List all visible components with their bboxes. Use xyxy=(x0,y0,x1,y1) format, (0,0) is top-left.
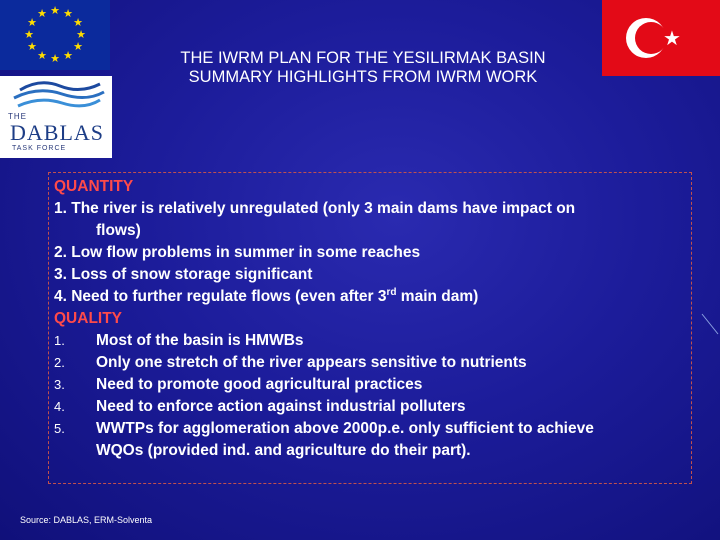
quantity-item-1 xyxy=(54,198,690,242)
svg-text:★: ★ xyxy=(76,29,86,41)
quality-item-3 xyxy=(54,374,690,396)
quality-item-4 xyxy=(54,396,690,418)
eu-flag-icon xyxy=(0,0,110,70)
quality-item-number: 2. xyxy=(54,355,65,370)
svg-text:★: ★ xyxy=(663,28,681,50)
quantity-item-4-sup: rd xyxy=(386,286,397,298)
quality-item-5 xyxy=(54,418,690,462)
wave-icon xyxy=(0,76,112,116)
dablas-logo xyxy=(0,76,112,158)
quality-item-number: 4. xyxy=(54,399,65,414)
title-line-1: THE IWRM PLAN FOR THE YESILIRMAK BASIN xyxy=(180,49,546,67)
highlights-content xyxy=(54,176,690,462)
svg-text:★: ★ xyxy=(37,8,47,20)
svg-text:★: ★ xyxy=(73,41,83,53)
slide-title xyxy=(120,49,606,87)
quantity-item-4-post: main dam) xyxy=(396,288,479,305)
quality-item-number: 1. xyxy=(54,333,65,348)
logo-main-text: DABLAS xyxy=(10,120,105,145)
quantity-item-1-line-2: flows) xyxy=(96,222,141,239)
logo-sub-text: TASK FORCE xyxy=(12,145,67,152)
logo-the-text: THE xyxy=(8,112,27,121)
quantity-item-2: 2. Low flow problems in summer in some reaches xyxy=(54,244,421,261)
quality-header: QUALITY xyxy=(54,310,123,327)
svg-text:★: ★ xyxy=(50,53,60,65)
svg-text:★: ★ xyxy=(37,50,47,62)
quality-item-text-line-1: WWTPs for agglomeration above 2000p.e. only sufficient to achieve xyxy=(96,420,594,437)
svg-text:★: ★ xyxy=(27,41,37,53)
quantity-item-4 xyxy=(54,286,690,308)
quality-item-text: Most of the basin is HMWBs xyxy=(96,332,304,349)
quantity-item-1-line-1: 1. The river is relatively unregulated (only 3 main dams have impact on xyxy=(54,200,576,217)
svg-text:★: ★ xyxy=(63,8,73,20)
quality-item-1 xyxy=(54,330,690,352)
quality-item-text-line-2: WQOs (provided ind. and agriculture do their part). xyxy=(96,442,471,459)
quantity-item-4-pre: 4. Need to further regulate flows (even after 3 xyxy=(54,288,387,305)
source-caption: Source: DABLAS, ERM-Solventa xyxy=(20,515,153,525)
quality-item-text: Need to enforce action against industrial polluters xyxy=(96,398,466,415)
turkey-flag-icon xyxy=(602,0,720,76)
quality-item-number: 3. xyxy=(54,377,65,392)
quality-item-text: Only one stretch of the river appears sensitive to nutrients xyxy=(96,354,527,371)
quantity-item-3: 3. Loss of snow storage significant xyxy=(54,266,313,283)
svg-text:★: ★ xyxy=(73,17,83,29)
quality-item-2 xyxy=(54,352,690,374)
svg-text:★: ★ xyxy=(27,17,37,29)
quality-item-number: 5. xyxy=(54,421,65,436)
quantity-header: QUANTITY xyxy=(54,178,134,195)
svg-text:★: ★ xyxy=(24,29,34,41)
decorative-line-icon xyxy=(700,300,720,340)
title-line-2: SUMMARY HIGHLIGHTS FROM IWRM WORK xyxy=(188,68,538,86)
svg-text:★: ★ xyxy=(63,50,73,62)
quality-item-text: Need to promote good agricultural practices xyxy=(96,376,423,393)
svg-text:★: ★ xyxy=(50,5,60,17)
